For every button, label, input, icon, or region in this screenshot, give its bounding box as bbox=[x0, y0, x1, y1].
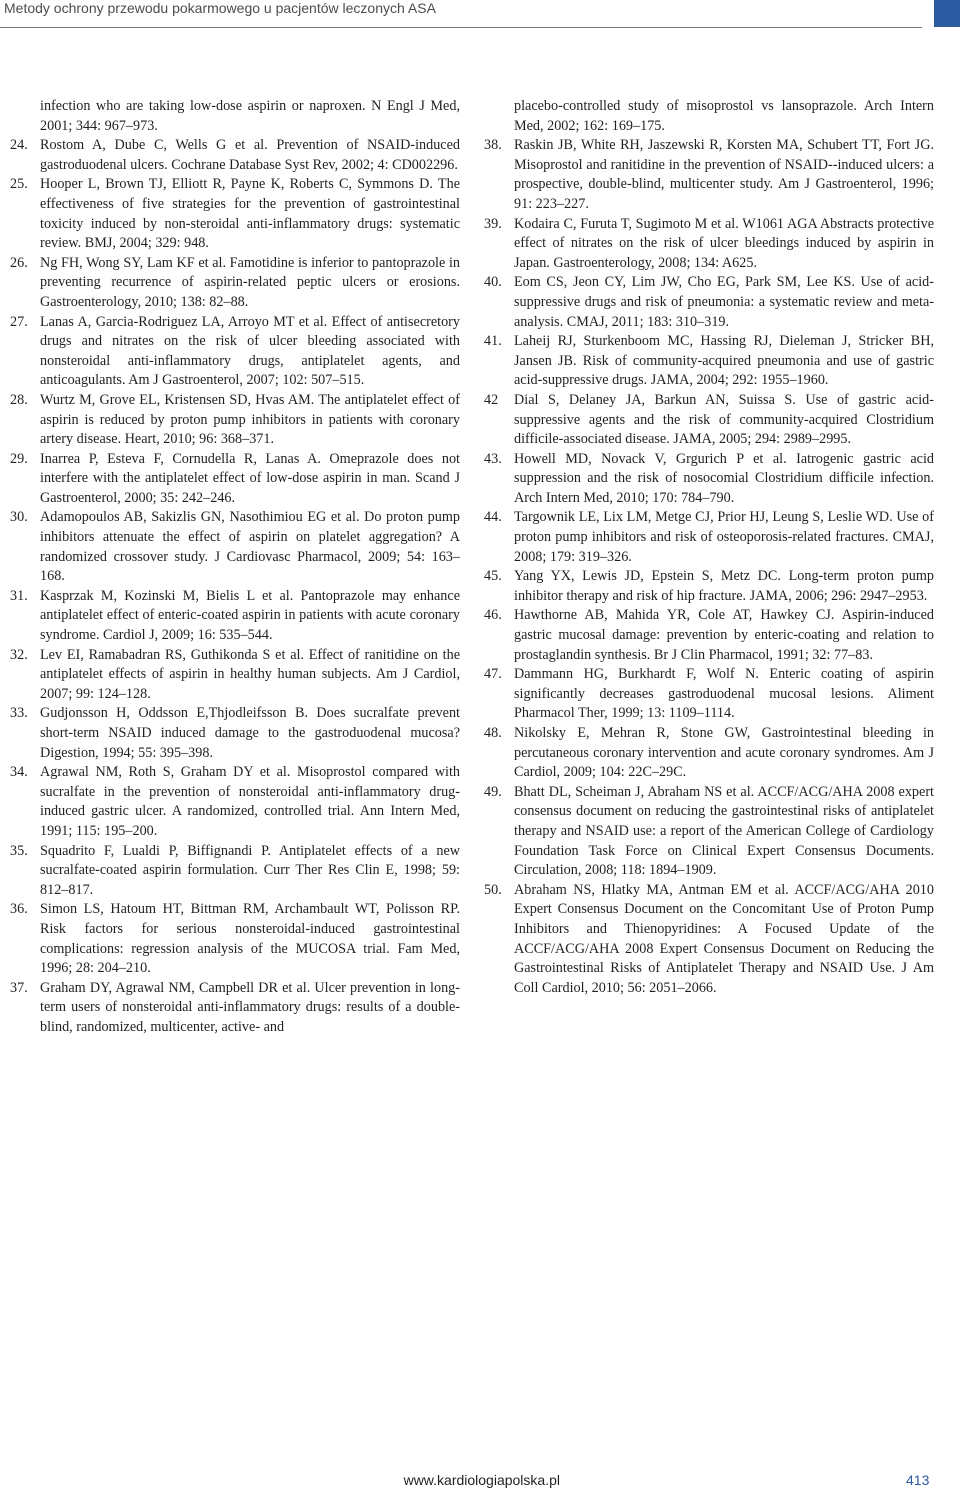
reference-item bbox=[484, 724, 934, 783]
reference-item bbox=[10, 254, 460, 313]
reference-number: 42 bbox=[484, 391, 499, 408]
reference-item bbox=[484, 783, 934, 881]
reference-item bbox=[10, 979, 460, 1038]
reference-item bbox=[10, 450, 460, 509]
reference-number: 34. bbox=[10, 764, 28, 781]
reference-text: Raskin JB, White RH, Jaszewski R, Korsten MA, Schubert TT, Fort JG. Misoprostol and ranitidine in the prevention of NSAID--induced ulcers: a prospective, double-blind, multicenter study. Am J Gastroenterol, 1996; 91: 223–227. bbox=[514, 137, 934, 212]
reference-number: 36. bbox=[10, 901, 28, 918]
reference-text: Ng FH, Wong SY, Lam KF et al. Famotidine is inferior to pantoprazole in preventing recurrence of aspirin-related peptic ulcers or erosions. Gastroenterology, 2010; 138: 82–88. bbox=[40, 254, 460, 310]
reference-item bbox=[484, 665, 934, 724]
left-column bbox=[10, 97, 460, 1038]
reference-text: Abraham NS, Hlatky MA, Antman EM et al. ACCF/ACG/AHA 2010 Expert Consensus Document on the Concomitant Use of Proton Pump Inhibitors and Thienopyridines: A Focused Update of the ACCF/ACG/AHA 2008 Expert Consensus Document on Reducing the Gastrointestinal Risks of Antiplatelet Therapy and NSAID Use. J Am Coll Cardiol, 2010; 56: 2051–2066. bbox=[514, 881, 934, 996]
reference-number: 43. bbox=[484, 450, 502, 467]
reference-number: 38. bbox=[484, 137, 502, 154]
reference-text: Bhatt DL, Scheiman J, Abraham NS et al. ACCF/ACG/AHA 2008 expert consensus document on reducing the gastrointestinal risks of antiplatelet therapy and NSAID use: a report of the American College of Cardiology Foundation Task Force on Clinical Expert Consensus Documents. Circulation, 2008; 118: 1894–1909. bbox=[514, 783, 934, 879]
reference-text: Nikolsky E, Mehran R, Stone GW, Gastrointestinal bleeding in percutaneous coronary intervention and acute coronary syndromes. Am J Cardiol, 2009; 104: 22C–29C. bbox=[514, 725, 934, 781]
reference-number: 45. bbox=[484, 568, 502, 585]
reference-continuation: placebo-controlled study of misoprostol vs lansoprazole. Arch Intern Med, 2002; 162: 169–175. bbox=[514, 98, 934, 134]
header-color-block bbox=[934, 0, 960, 27]
reference-text: Howell MD, Novack V, Grgurich P et al. Iatrogenic gastric acid suppression and the risk of nosocomial Clostridium difficile infection. Arch Intern Med, 2010; 170: 784–790. bbox=[514, 450, 934, 506]
reference-item bbox=[10, 646, 460, 705]
reference-number: 24. bbox=[10, 137, 28, 154]
reference-number: 32. bbox=[10, 646, 28, 663]
reference-list bbox=[10, 136, 460, 1037]
reference-text: Hooper L, Brown TJ, Elliott R, Payne K, Roberts C, Symmons D. The effectiveness of five strategies for the prevention of gastrointestinal toxicity induced by non-steroidal anti-inflammatory drugs: systematic review. BMJ, 2004; 329: 948. bbox=[40, 176, 460, 252]
reference-text: Dammann HG, Burkhardt F, Wolf N. Enteric coating of aspirin significantly decreases gastroduodenal mucosal lesions. Aliment Pharmacol Ther, 1999; 13: 1109–1114. bbox=[514, 666, 934, 722]
reference-number: 29. bbox=[10, 450, 28, 467]
reference-number: 37. bbox=[10, 979, 28, 996]
reference-text: Wurtz M, Grove EL, Kristensen SD, Hvas AM. The antiplatelet effect of aspirin is reduced by proton pump inhibitors in patients with coronary artery disease. Heart, 2010; 96: 368–371. bbox=[40, 391, 460, 448]
footer-url[interactable]: www.kardiologiapolska.pl bbox=[403, 1472, 560, 1488]
reference-number: 26. bbox=[10, 254, 28, 271]
reference-item bbox=[484, 450, 934, 509]
reference-number: 30. bbox=[10, 509, 28, 526]
page-header bbox=[0, 0, 960, 40]
reference-item bbox=[10, 508, 460, 586]
reference-item bbox=[484, 508, 934, 567]
reference-item bbox=[10, 900, 460, 978]
reference-text: Lanas A, Garcia-Rodriguez LA, Arroyo MT et al. Effect of antisecretory drugs and nitrates on the risk of ulcer bleeding associated with nonsteroidal anti-inflammatory drugs, antiplatelet agents, and anticoagulants. Am J Gastroenterol, 2007; 102: 507–515. bbox=[40, 313, 460, 389]
running-title: Metody ochrony przewodu pokarmowego u pacjentów leczonych ASA bbox=[4, 0, 436, 16]
reference-item bbox=[484, 391, 934, 450]
reference-number: 28. bbox=[10, 391, 28, 408]
reference-text: Squadrito F, Lualdi P, Biffignandi P. Antiplatelet effects of a new sucralfate-coated aspirin formulation. Curr Ther Res Clin E, 1998; 59: 812–817. bbox=[40, 842, 460, 898]
right-column bbox=[484, 97, 934, 998]
reference-number: 31. bbox=[10, 587, 28, 604]
reference-number: 46. bbox=[484, 607, 502, 624]
reference-number: 44. bbox=[484, 509, 502, 526]
reference-text: Inarrea P, Esteva F, Cornudella R, Lanas A. Omeprazole does not interfere with the antiplatelet effect of low-dose aspirin in man. Scand J Gastroenterol, 2000; 35: 242–246. bbox=[40, 450, 460, 506]
reference-item bbox=[10, 175, 460, 253]
reference-number: 40. bbox=[484, 274, 502, 291]
reference-item bbox=[484, 567, 934, 606]
reference-item bbox=[10, 763, 460, 841]
reference-item bbox=[10, 587, 460, 646]
reference-number: 33. bbox=[10, 705, 28, 722]
reference-text: Hawthorne AB, Mahida YR, Cole AT, Hawkey CJ. Aspirin-induced gastric mucosal damage: prevention by enteric-coating and relation to prostaglandin synthesis. Br J Clin Pharmacol, 1991; 32: 77–83. bbox=[514, 607, 934, 663]
reference-text: Eom CS, Jeon CY, Lim JW, Cho EG, Park SM, Lee KS. Use of acid-suppressive drugs and risk of pneumonia: a systematic review and meta-analysis. CMAJ, 2011; 183: 310–319. bbox=[514, 274, 934, 330]
reference-number: 25. bbox=[10, 176, 28, 193]
reference-text: Kodaira C, Furuta T, Sugimoto M et al. W1061 AGA Abstracts protective effect of nitrates on the risk of ulcer bleedings induced by aspirin in Japan. Gastroenterology, 2008; 134: A625. bbox=[514, 215, 934, 271]
reference-item bbox=[10, 391, 460, 450]
reference-number: 48. bbox=[484, 725, 502, 741]
page-number: 413 bbox=[906, 1472, 930, 1488]
reference-item bbox=[10, 136, 460, 175]
reference-text: Laheij RJ, Sturkenboom MC, Hassing RJ, Dieleman J, Stricker BH, Jansen JB. Risk of community-acquired pneumonia and use of gastric acid-suppressive drugs. JAMA, 2004; 292: 1955–1960. bbox=[514, 333, 934, 389]
reference-text: Simon LS, Hatoum HT, Bittman RM, Archambault WT, Polisson RP. Risk factors for serious nonsteroidal-induced gastrointestinal complications: regression analysis of the MUCOSA trial. Fam Med, 1996; 28: 204–210. bbox=[40, 901, 460, 977]
reference-text: Lev EI, Ramabadran RS, Guthikonda S et al. Effect of ranitidine on the antiplatelet effects of aspirin in healthy human subjects. Am J Cardiol, 2007; 99: 124–128. bbox=[40, 646, 460, 702]
reference-text: Agrawal NM, Roth S, Graham DY et al. Misoprostol compared with sucralfate in the prevention of nonsteroidal anti-inflammatory drug-induced gastric ulcer. A randomized, controlled trial. Ann Intern Med, 1991; 115: 195–200. bbox=[40, 764, 460, 839]
reference-number: 39. bbox=[484, 215, 502, 232]
reference-item bbox=[10, 704, 460, 763]
reference-text: Yang YX, Lewis JD, Epstein S, Metz DC. Long-term proton pump inhibitor therapy and risk of hip fracture. JAMA, 2006; 296: 2947–2953. bbox=[514, 568, 934, 604]
reference-text: Graham DY, Agrawal NM, Campbell DR et al. Ulcer prevention in long-term users of nonsteroidal anti-inflammatory drugs: results of a double-blind, randomized, multicenter, active- and bbox=[40, 979, 460, 1035]
reference-text: Dial S, Delaney JA, Barkun AN, Suissa S. Use of gastric acid-suppressive agents and the risk of community-acquired Clostridium difficile-associated disease. JAMA, 2005; 294: 2989–2995. bbox=[514, 391, 934, 448]
reference-item bbox=[484, 215, 934, 274]
reference-list bbox=[484, 136, 934, 998]
reference-item bbox=[484, 606, 934, 665]
reference-item bbox=[10, 842, 460, 901]
reference-text: Adamopoulos AB, Sakizlis GN, Nasothimiou EG et al. Do proton pump inhibitors attenuate the effect of aspirin on platelet aggregation? A randomized crossover study. J Cardiovasc Pharmacol, 2009; 54: 163–168. bbox=[40, 509, 460, 585]
reference-number: 47. bbox=[484, 666, 502, 683]
reference-item bbox=[10, 313, 460, 391]
reference-item bbox=[484, 332, 934, 391]
reference-text: Gudjonsson H, Oddsson E,Thjodleifsson B. Does sucralfate prevent short-term NSAID induced damage to the gastroduodenal mucosa? Digestion, 1994; 55: 395–398. bbox=[40, 705, 460, 761]
reference-number: 41. bbox=[484, 333, 502, 350]
reference-text: Rostom A, Dube C, Wells G et al. Prevention of NSAID-induced gastroduodenal ulcers. Cochrane Database Syst Rev, 2002; 4: CD002296. bbox=[40, 137, 460, 173]
reference-item bbox=[484, 136, 934, 214]
reference-number: 27. bbox=[10, 313, 28, 330]
header-rule bbox=[0, 27, 922, 28]
reference-text: Targownik LE, Lix LM, Metge CJ, Prior HJ, Leung S, Leslie WD. Use of proton pump inhibitors and risk of osteoporosis-related fractures. CMAJ, 2008; 179: 319–326. bbox=[514, 509, 934, 565]
reference-number: 49. bbox=[484, 783, 502, 800]
reference-continuation: infection who are taking low-dose aspirin or naproxen. N Engl J Med, 2001; 344: 967–973. bbox=[40, 98, 460, 134]
reference-number: 50. bbox=[484, 881, 502, 898]
reference-item bbox=[484, 273, 934, 332]
reference-item bbox=[484, 881, 934, 999]
reference-number: 35. bbox=[10, 842, 28, 859]
reference-text: Kasprzak M, Kozinski M, Bielis L et al. Pantoprazole may enhance antiplatelet effect of enteric-coated aspirin in patients with acute coronary syndrome. Cardiol J, 2009; 16: 535–544. bbox=[40, 587, 460, 644]
